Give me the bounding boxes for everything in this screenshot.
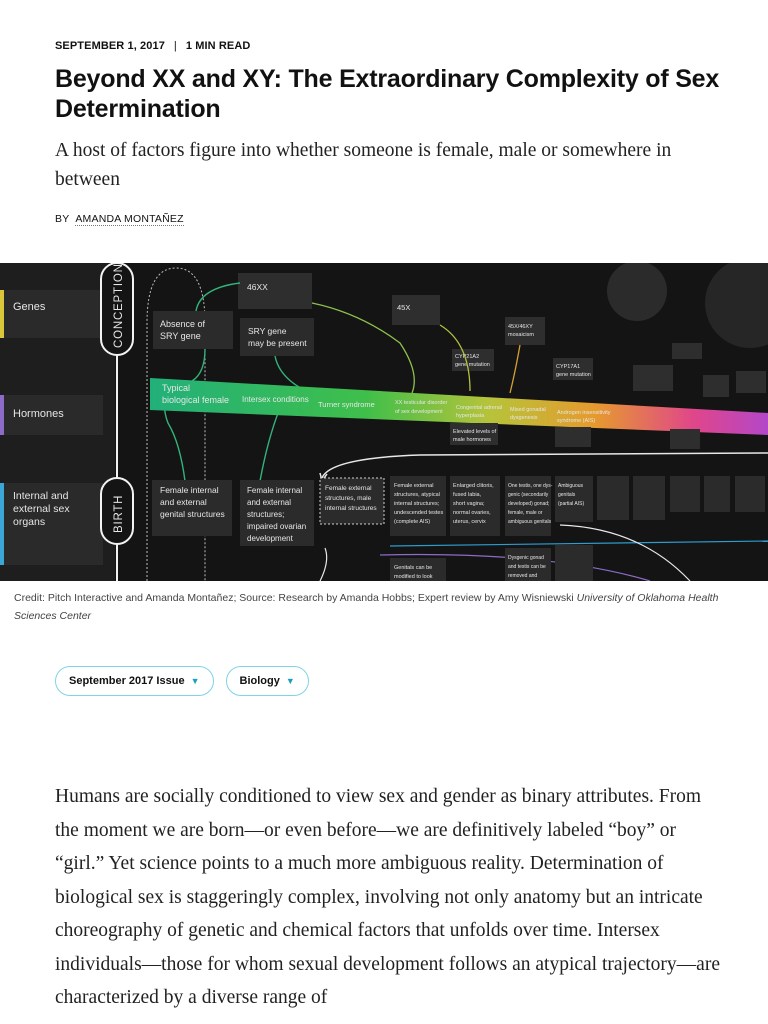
article-title: Beyond XX and XY: The Extraordinary Complexity of Sex Determination — [55, 65, 720, 123]
tag-issue-button[interactable] — [55, 666, 214, 696]
credit-institution: University of Oklahoma Health Sciences Center — [14, 592, 719, 622]
gonads-1-line-1: Genitals can be — [394, 565, 433, 571]
gonads-2-line-3: removed and — [508, 573, 538, 579]
topic-tags — [55, 666, 309, 696]
band-cah-1: Congenital adrenal — [456, 405, 503, 411]
tag-biology-label: Biology — [239, 675, 280, 687]
author-link[interactable]: AMANDA MONTAÑEZ — [75, 213, 184, 225]
organs-3-line-1: Female external — [325, 485, 372, 492]
band-turner: Turner syndrome — [318, 400, 375, 409]
gonads-2-line-2: and testis can be — [508, 564, 546, 570]
organs-5-line-4: normal ovaries, — [453, 510, 491, 516]
node-cyp21a2-2: gene mutation — [455, 362, 490, 368]
organs-5-line-2: fused labia, — [453, 492, 482, 498]
row-label-hormones: Hormones — [13, 408, 64, 420]
stage-conception: CONCEPTION — [113, 263, 125, 348]
row-label-organs-3: organs — [13, 516, 46, 528]
organs-4-line-2: structures, atypical — [394, 492, 440, 498]
node-absence-2: SRY gene — [160, 331, 201, 341]
infographic-svg — [0, 263, 768, 581]
organs-4-line-1: Female external — [394, 483, 434, 489]
node-cyp21a2-1: CYP21A2 — [455, 354, 480, 360]
band-intersex: Intersex conditions — [242, 395, 309, 404]
node-sry-1: SRY gene — [248, 326, 287, 336]
organs-6-line-2: genic (secondarily — [508, 492, 549, 498]
organs-2-line-2: and external — [247, 498, 292, 507]
credit-text: Credit: Pitch Interactive and Amanda Montañez; Source: Research by Amanda Hobbs; Expert review by Amy Wisniewski — [14, 592, 574, 604]
organs-7-line-2: genitals — [558, 492, 576, 498]
organs-2-line-1: Female internal — [247, 486, 303, 495]
node-cyp17a1-1: CYP17A1 — [556, 364, 581, 370]
organs-3-line-3: internal structures — [325, 505, 377, 512]
organs-5-line-5: uterus, cervix — [453, 519, 486, 525]
stage-birth: BIRTH — [113, 494, 125, 533]
organs-7-line-3: (partial AIS) — [558, 501, 585, 507]
organs-4-line-5: (complete AIS) — [394, 519, 431, 525]
organs-6-line-1: One testis, one dys- — [508, 483, 553, 489]
band-ais-1: Androgen insensitivity — [557, 410, 611, 416]
band-xx-dsd-1: XX testicular disorder — [395, 400, 448, 406]
organs-4-line-3: internal structures; — [394, 501, 440, 507]
gonads-1-line-2: modified to look — [394, 574, 433, 580]
node-absence-1: Absence of — [160, 319, 206, 329]
organs-2-line-4: impaired ovarian — [247, 522, 307, 531]
organs-6-line-4: female, male or — [508, 510, 543, 516]
chevron-down-icon: ▼ — [285, 676, 295, 686]
node-mosaic-1: 45X/46XY — [508, 324, 533, 330]
organs-1-line-1: Female internal — [160, 485, 219, 495]
organs-1-line-2: and external — [160, 497, 207, 507]
organs-4-line-4: undescended testes — [394, 510, 444, 516]
read-time: 1 MIN READ — [185, 40, 251, 52]
node-cyp17a1-2: gene mutation — [556, 372, 591, 378]
article-subtitle: A host of factors figure into whether someone is female, male or somewhere in between — [55, 140, 672, 190]
organs-5-line-3: short vagina; — [453, 501, 485, 507]
organs-1-line-3: genital structures — [160, 509, 225, 519]
tag-biology-button[interactable] — [226, 666, 309, 696]
publish-date: SEPTEMBER 1, 2017 — [55, 40, 165, 52]
node-mosaic-2: mosaicism — [508, 332, 534, 338]
band-xx-dsd-2: of sex development — [395, 409, 443, 415]
byline — [55, 213, 184, 225]
band-mixed-1: Mixed gonadal — [510, 407, 546, 413]
node-45x: 45X — [397, 303, 411, 312]
infographic-figure[interactable] — [0, 263, 768, 581]
organs-2-line-3: structures; — [247, 510, 285, 519]
organs-2-line-5: development — [247, 534, 293, 543]
organs-3-line-2: structures, male — [325, 495, 372, 502]
article-meta — [55, 40, 250, 52]
band-cah-2: hyperplasia — [456, 413, 485, 419]
band-typical-1: Typical — [162, 383, 191, 393]
tag-issue-label: September 2017 Issue — [69, 675, 185, 687]
node-elevated-1: Elevated levels of — [453, 429, 497, 435]
meta-separator: | — [173, 40, 177, 52]
organs-6-line-3: developed) gonad; — [508, 501, 550, 507]
row-label-organs-2: external sex — [13, 503, 70, 515]
organs-7-line-1: Ambiguous — [558, 483, 584, 489]
byline-prefix: BY — [55, 213, 70, 225]
node-46xx: 46XX — [247, 282, 268, 292]
node-elevated-2: male hormones — [453, 437, 491, 443]
node-sry-2: may be present — [248, 338, 307, 348]
chevron-down-icon: ▼ — [190, 676, 200, 686]
band-typical-2: biological female — [162, 395, 230, 405]
gonads-2-line-1: Dysgenic gonad — [508, 555, 544, 561]
organs-5-line-1: Enlarged clitoris, — [453, 483, 494, 489]
figure-credit — [14, 589, 759, 625]
article-body-paragraph: Humans are socially conditioned to view sex and gender as binary attributes. From the moment we are born—or even before—we are definitively labeled “boy” or “girl.” Yet science points to a much more ambiguous reality. Determination of biological sex is staggeringly complex, involving not only anatomy but an intricate choreography of genetic and chemical factors that unfolds over time. Intersex individuals—those for whom sexual development follows an atypical trajectory—are characterized by a diverse range of — [55, 786, 720, 1008]
row-label-genes: Genes — [13, 301, 46, 313]
band-mixed-2: dysgenesis — [510, 415, 538, 421]
organs-6-line-5: ambiguous genitals — [508, 519, 552, 525]
band-ais-2: syndrome (AIS) — [557, 418, 596, 424]
row-label-organs-1: Internal and — [13, 490, 69, 502]
